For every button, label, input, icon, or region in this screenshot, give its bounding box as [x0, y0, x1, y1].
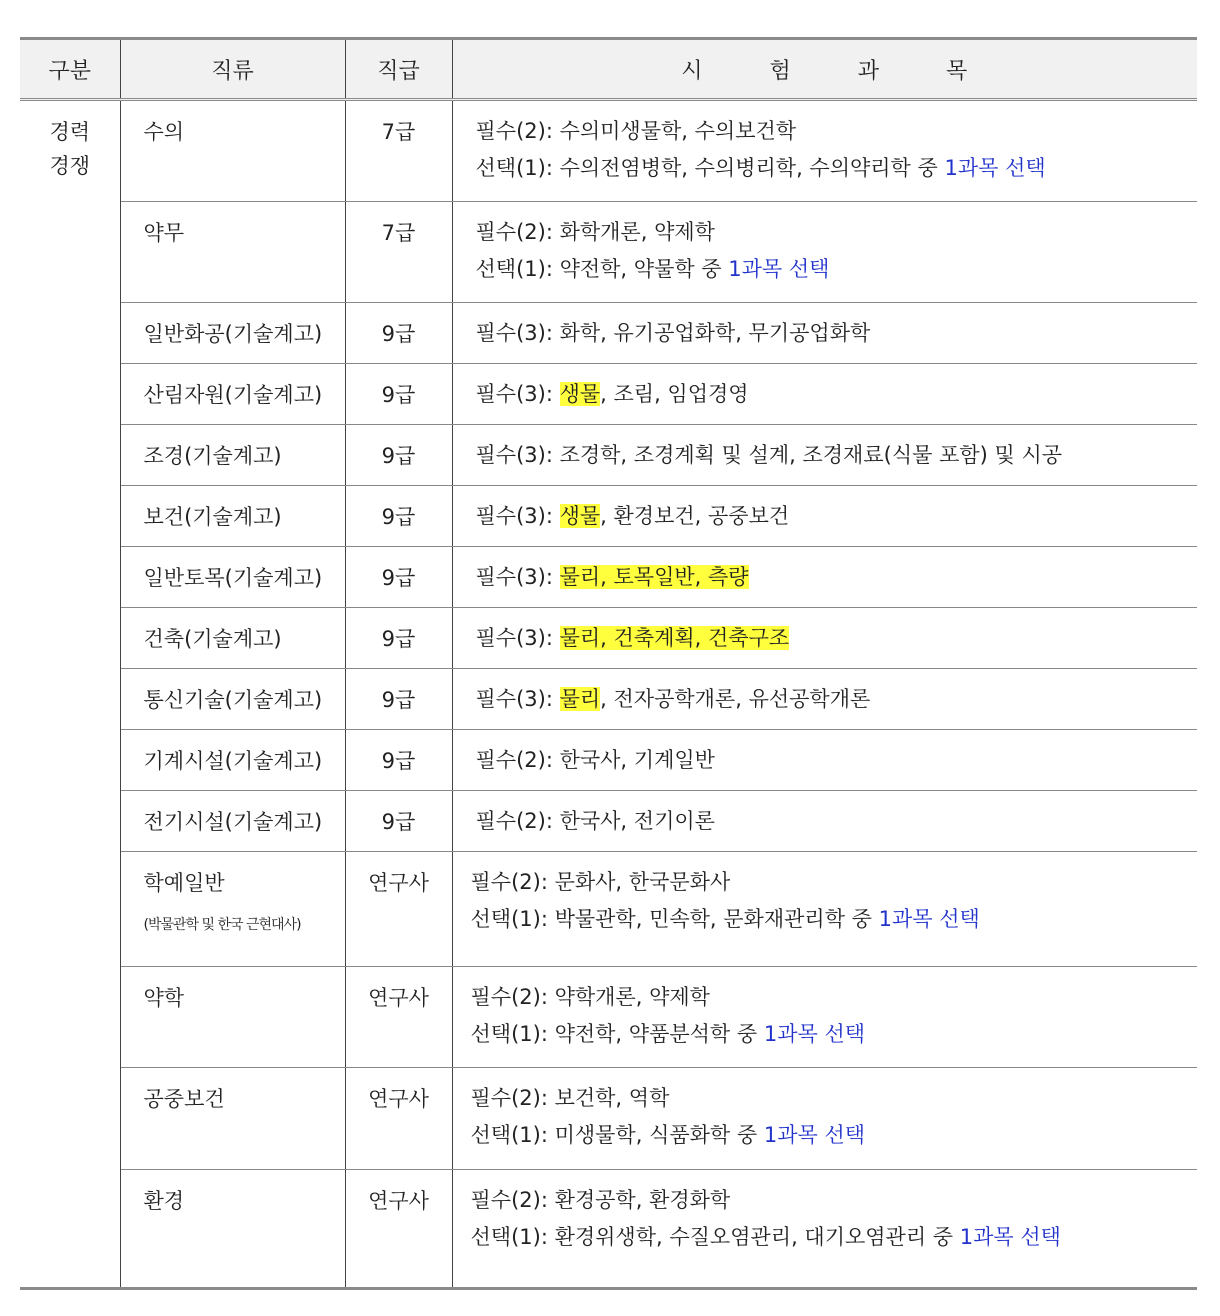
subject-text: 필수(2): 보건학, 역학 [470, 1086, 670, 1110]
grade-value: 9급 [381, 810, 416, 834]
subject-text: 선택(1): 미생물학, 식품화학 중 [470, 1123, 764, 1147]
table-row [20, 967, 1197, 1068]
job-name: 수의 [143, 120, 185, 144]
grade-cell [345, 100, 452, 202]
job-name: 일반화공(기술계고) [143, 322, 323, 346]
subjects-cell [452, 669, 1197, 730]
job-name: 약학 [143, 986, 185, 1010]
job-cell [120, 791, 345, 852]
table-row [20, 486, 1197, 547]
select-one-note: 1과목 선택 [878, 907, 980, 931]
grade-cell [345, 1170, 452, 1289]
subjects-cell [452, 202, 1197, 303]
subjects-cell [452, 967, 1197, 1068]
job-name: 전기시설(기술계고) [143, 810, 323, 834]
grade-value: 연구사 [368, 986, 429, 1010]
table-row [20, 608, 1197, 669]
job-name: 기계시설(기술계고) [143, 749, 323, 773]
job-cell [120, 608, 345, 669]
subjects-cell [452, 425, 1197, 486]
exam-subject-table-wrapper [20, 37, 1197, 1290]
subject-text: 필수(2): 수의미생물학, 수의보건학 [475, 119, 797, 143]
highlighted-subject: 생물 [559, 382, 601, 406]
job-cell [120, 669, 345, 730]
subjects-cell [452, 100, 1197, 202]
grade-cell [345, 202, 452, 303]
grade-cell [345, 486, 452, 547]
highlighted-subject: 물리 [559, 687, 601, 711]
job-name: 공중보건 [143, 1087, 225, 1111]
grade-cell [345, 1068, 452, 1170]
subject-text: 필수(3): 화학, 유기공업화학, 무기공업화학 [475, 321, 871, 345]
job-cell [120, 1170, 345, 1289]
subjects-cell [452, 791, 1197, 852]
table-row [20, 1068, 1197, 1170]
grade-cell [345, 852, 452, 967]
subjects-cell [452, 608, 1197, 669]
subject-line [471, 1115, 1198, 1156]
table-header [20, 39, 1197, 100]
subject-line [476, 496, 1198, 537]
header-subjects: 시 험 과 목 [452, 39, 1197, 100]
table-row [20, 791, 1197, 852]
subject-text: 필수(3): [475, 565, 560, 589]
category-cell [20, 100, 120, 1289]
subjects-cell [452, 1170, 1197, 1289]
select-one-note: 1과목 선택 [763, 1022, 866, 1046]
subjects-cell [452, 364, 1197, 425]
subject-line [476, 740, 1198, 781]
subject-text: 필수(3): [475, 626, 560, 650]
grade-cell [345, 364, 452, 425]
job-name: 조경(기술계고) [143, 444, 282, 468]
table-body [20, 100, 1197, 1289]
grade-value: 7급 [381, 120, 416, 144]
job-cell [120, 425, 345, 486]
grade-cell [345, 547, 452, 608]
grade-value: 연구사 [368, 871, 429, 895]
grade-value: 9급 [381, 749, 416, 773]
subject-text: , 조림, 임업경영 [600, 382, 749, 406]
grade-value: 9급 [381, 322, 416, 346]
table-row [20, 425, 1197, 486]
header-grade: 직급 [345, 39, 452, 100]
job-cell [120, 967, 345, 1068]
subject-line [471, 1014, 1198, 1055]
table-row [20, 364, 1197, 425]
subject-line [476, 679, 1198, 720]
table-row [20, 100, 1197, 202]
subjects-cell [452, 303, 1197, 364]
job-cell [120, 730, 345, 791]
grade-value: 9급 [381, 566, 416, 590]
grade-value: 연구사 [368, 1087, 429, 1111]
grade-cell [345, 730, 452, 791]
table-row [20, 852, 1197, 967]
subject-line [471, 862, 1198, 903]
grade-value: 7급 [381, 221, 416, 245]
table-row [20, 669, 1197, 730]
job-cell [120, 486, 345, 547]
subject-text: 필수(3): 조경학, 조경계획 및 설계, 조경재료(식물 포함) 및 시공 [475, 443, 1063, 467]
job-cell [120, 364, 345, 425]
job-name: 보건(기술계고) [143, 505, 282, 529]
subject-line [471, 1217, 1198, 1258]
job-name: 약무 [143, 221, 185, 245]
grade-cell [345, 791, 452, 852]
table-row [20, 202, 1197, 303]
table-row [20, 1170, 1197, 1289]
subjects-cell [452, 486, 1197, 547]
job-cell [120, 852, 345, 967]
subject-line [476, 801, 1198, 842]
table-row [20, 730, 1197, 791]
subject-text: 선택(1): 박물관학, 민속학, 문화재관리학 중 [470, 907, 879, 931]
subject-text: 필수(2): 한국사, 기계일반 [475, 748, 715, 772]
select-one-note: 1과목 선택 [944, 156, 1046, 180]
subject-line [471, 899, 1198, 940]
subject-text: 필수(3): [475, 382, 560, 406]
subject-text: 필수(2): 약학개론, 약제학 [470, 985, 710, 1009]
subject-text: 필수(2): 문화사, 한국문화사 [470, 870, 731, 894]
grade-value: 연구사 [368, 1189, 429, 1213]
grade-value: 9급 [381, 627, 416, 651]
subject-line [476, 212, 1198, 253]
job-cell [120, 303, 345, 364]
subject-line [476, 618, 1198, 659]
subjects-cell [452, 1068, 1197, 1170]
highlighted-subject: 물리, 건축계획, 건축구조 [559, 626, 790, 650]
job-name: 산림자원(기술계고) [143, 383, 323, 407]
subject-text: 선택(1): 약전학, 약물학 중 [475, 257, 729, 281]
job-cell [120, 1068, 345, 1170]
subject-text: 필수(2): 한국사, 전기이론 [475, 809, 715, 833]
subject-text: 선택(1): 약전학, 약품분석학 중 [470, 1022, 764, 1046]
job-cell [120, 202, 345, 303]
subject-text: 필수(3): [475, 687, 560, 711]
subject-line [476, 313, 1198, 354]
subjects-cell [452, 547, 1197, 608]
subject-text: 필수(3): [475, 504, 560, 528]
subject-text: , 환경보건, 공중보건 [600, 504, 790, 528]
category-line-2: 경쟁 [49, 154, 91, 178]
job-subtitle: (박물관학 및 한국 근현대사) [143, 917, 301, 933]
select-one-note: 1과목 선택 [728, 257, 830, 281]
grade-cell [345, 669, 452, 730]
job-cell [120, 100, 345, 202]
grade-value: 9급 [381, 383, 416, 407]
subject-line [476, 249, 1198, 290]
subject-line [476, 111, 1198, 152]
job-name: 건축(기술계고) [143, 627, 282, 651]
subject-line [476, 435, 1198, 476]
grade-cell [345, 608, 452, 669]
grade-cell [345, 967, 452, 1068]
job-name: 학예일반 [143, 871, 225, 895]
subject-line [471, 977, 1198, 1018]
subject-text: 선택(1): 환경위생학, 수질오염관리, 대기오염관리 중 [470, 1225, 960, 1249]
table-row [20, 547, 1197, 608]
grade-value: 9급 [381, 444, 416, 468]
subject-line [476, 148, 1198, 189]
subject-line [471, 1180, 1198, 1221]
category-line-1: 경력 [49, 120, 91, 144]
subject-text: 필수(2): 화학개론, 약제학 [475, 220, 715, 244]
grade-value: 9급 [381, 688, 416, 712]
exam-subject-table [20, 37, 1197, 1290]
subjects-cell [452, 730, 1197, 791]
subject-line [476, 374, 1198, 415]
subject-line [471, 1078, 1198, 1119]
job-cell [120, 547, 345, 608]
highlighted-subject: 생물 [559, 504, 601, 528]
subject-text: 필수(2): 환경공학, 환경화학 [470, 1188, 731, 1212]
grade-value: 9급 [381, 505, 416, 529]
subject-line [476, 557, 1198, 598]
job-name: 일반토목(기술계고) [143, 566, 323, 590]
subjects-cell [452, 852, 1197, 967]
grade-cell [345, 303, 452, 364]
table-row [20, 303, 1197, 364]
subject-text: 선택(1): 수의전염병학, 수의병리학, 수의약리학 중 [475, 156, 945, 180]
select-one-note: 1과목 선택 [763, 1123, 866, 1147]
job-name: 환경 [143, 1189, 185, 1213]
header-job: 직류 [120, 39, 345, 100]
subject-text: , 전자공학개론, 유선공학개론 [600, 687, 871, 711]
header-category: 구분 [20, 39, 120, 100]
highlighted-subject: 물리, 토목일반, 측량 [559, 565, 749, 589]
grade-cell [345, 425, 452, 486]
select-one-note: 1과목 선택 [959, 1225, 1061, 1249]
job-name: 통신기술(기술계고) [143, 688, 323, 712]
